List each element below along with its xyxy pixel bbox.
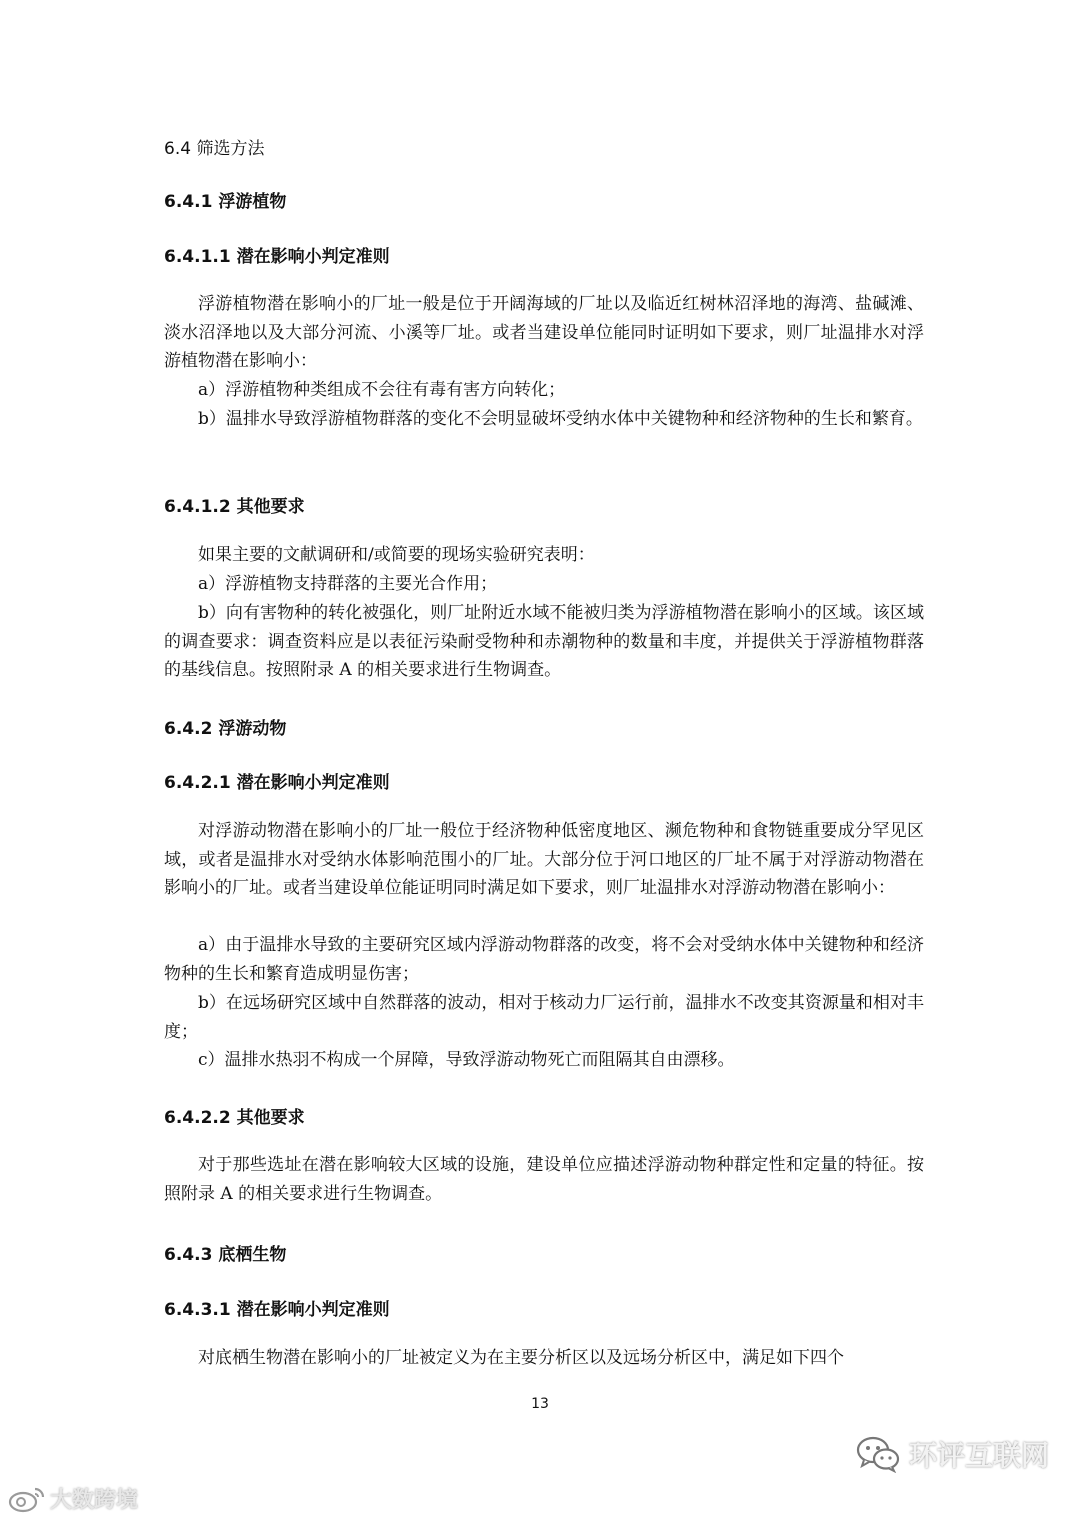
section-heading-6-4-2-2: 6.4.2.2 其他要求 [164, 1108, 305, 1128]
page-number: 13 [531, 1396, 549, 1412]
wechat-logo-icon [855, 1435, 901, 1473]
paragraph-6-4-3-1: 对底栖生物潜在影响小的厂址被定义为在主要分析区以及远场分析区中，满足如下四个 [198, 1348, 844, 1368]
section-heading-6-4-2: 6.4.2 浮游动物 [164, 719, 287, 739]
list-item-6-4-2-1-b: b）在远场研究区域中自然群落的波动，相对于核动力厂运行前，温排水不改变其资源量和相对丰度； [164, 993, 924, 1042]
watermark-right [855, 1434, 1049, 1474]
list-item-6-4-2-1-a: a）由于温排水导致的主要研究区域内浮游动物群落的改变，将不会对受纳水体中关键物种和经济物种的生长和繁育造成明显伤害； [164, 935, 924, 984]
list-item-6-4-2-1-c: c）温排水热羽不构成一个屏障，导致浮游动物死亡而阻隔其自由漂移。 [198, 1050, 735, 1070]
watermark-left-text: 大数跨境 [50, 1488, 139, 1513]
section-heading-6-4-1-1: 6.4.1.1 潜在影响小判定准则 [164, 247, 390, 267]
section-heading-6-4-2-1: 6.4.2.1 潜在影响小判定准则 [164, 773, 390, 793]
section-heading-6-4: 6.4 筛选方法 [164, 139, 265, 159]
paragraph-6-4-2-1: 对浮游动物潜在影响小的厂址一般位于经济物种低密度地区、濒危物种和食物链重要成分罕见区域，或者是温排水对受纳水体影响范围小的厂址。大部分位于河口地区的厂址不属于对浮游动物潜在影响小的厂址。或者当建设单位能证明同时满足如下要求，则厂址温排水对浮游动物潜在影响小： [164, 821, 924, 898]
paragraph-6-4-2-2: 对于那些选址在潜在影响较大区域的设施，建设单位应描述浮游动物种群定性和定量的特征。按照附录 A 的相关要求进行生物调查。 [164, 1155, 924, 1204]
section-heading-6-4-1: 6.4.1 浮游植物 [164, 192, 287, 212]
weibo-logo-icon [8, 1484, 46, 1514]
watermark-left [8, 1483, 138, 1514]
list-item-6-4-1-1-a: a）浮游植物种类组成不会往有毒有害方向转化； [198, 380, 566, 400]
section-heading-6-4-3-1: 6.4.3.1 潜在影响小判定准则 [164, 1300, 390, 1320]
list-item-6-4-1-2-a: a）浮游植物支持群落的主要光合作用； [198, 574, 498, 594]
section-heading-6-4-1-2: 6.4.1.2 其他要求 [164, 497, 305, 517]
paragraph-6-4-1-1: 浮游植物潜在影响小的厂址一般是位于开阔海域的厂址以及临近红树林沼泽地的海湾、盐碱滩、淡水沼泽地以及大部分河流、小溪等厂址。或者当建设单位能同时证明如下要求，则厂址温排水对浮游植物潜在影响小： [164, 294, 924, 371]
section-heading-6-4-3: 6.4.3 底栖生物 [164, 1245, 287, 1265]
list-item-6-4-1-2-b: b）向有害物种的转化被强化，则厂址附近水域不能被归类为浮游植物潜在影响小的区域。该区域的调查要求：调查资料应是以表征污染耐受物种和赤潮物种的数量和丰度，并提供关于浮游植物群落的基线信息。按照附录 A 的相关要求进行生物调查。 [164, 603, 924, 680]
list-item-6-4-1-1-b: b）温排水导致浮游植物群落的变化不会明显破坏受纳水体中关键物种和经济物种的生长和繁育。 [198, 409, 923, 429]
watermark-right-text: 环评互联网 [909, 1439, 1050, 1472]
paragraph-6-4-1-2: 如果主要的文献调研和/或简要的现场实验研究表明： [198, 545, 595, 565]
